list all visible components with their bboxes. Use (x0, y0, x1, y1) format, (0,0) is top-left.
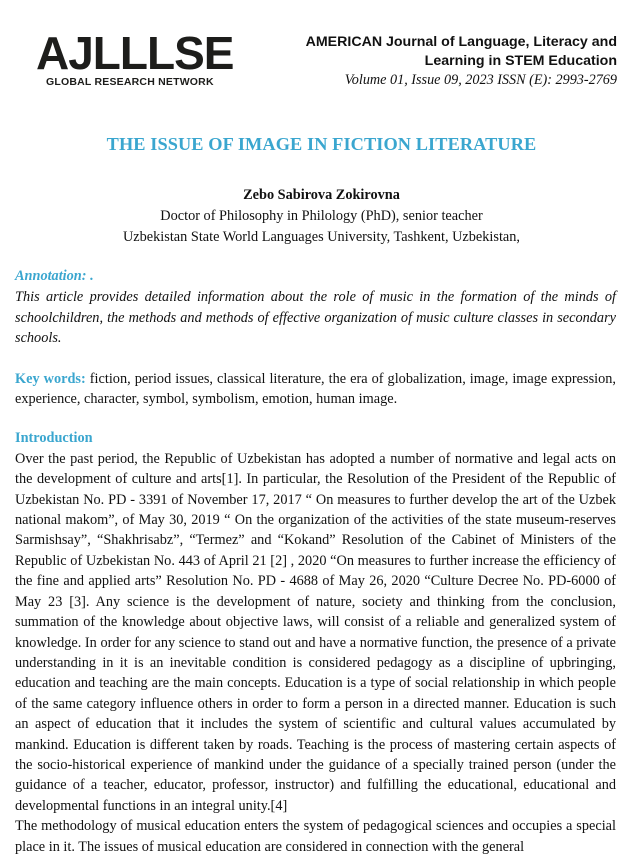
volume-issn: Volume 01, Issue 09, 2023 ISSN (E): 2993-2769 (344, 72, 617, 88)
journal-title-line2: Learning in STEM Education (424, 53, 617, 69)
logo-mark: AJLLLSE (36, 27, 234, 79)
article-title: THE ISSUE OF IMAGE IN FICTION LITERATURE (106, 134, 537, 154)
logo-subtitle: GLOBAL RESEARCH NETWORK (46, 76, 214, 88)
annotation-label: Annotation: . (15, 268, 94, 284)
journal-logo (36, 27, 236, 92)
intro-paragraph-2: The methodology of musical education enters the system of pedagogical sciences and occupies a special place in it. The issues of musical education are considered in connection with the general (15, 818, 616, 855)
introduction-heading: Introduction (15, 430, 93, 447)
annotation-text: This article provides detailed information about the role of music in the formation of the minds of schoolchildren, the methods and methods of effective organization of music culture classes in secondary schools. (15, 289, 616, 347)
author-institution: Uzbekistan State World Languages University, Tashkent, Uzbekistan, (122, 229, 520, 245)
article-body (15, 266, 616, 857)
journal-info (287, 33, 617, 90)
intro-paragraph-1: Over the past period, the Republic of Uzbekistan has adopted a number of normative and legal acts on the development of culture and arts[1]. In particular, the Resolution of the President of the Republic of Uzbekistan No. PD - 3391 of November 17, 2017 “ On measures to further develop the art of the Uzbek national makom”, of May 30, 2019 “ On the organization of the activities of the state museum-reserves Sarmishsay”, “Shakhrisabz”, “Termez” and “Kokand” Resolution of the Cabinet of Ministers of the Republic of Uzbekistan No. 443 of April 21 [2] , 2020 “On measures to further increase the efficiency of the fine and applied arts” Resolution No. PD - 4688 of May 26, 2020 “Culture Decree No. PD-6000 of May 23 [3]. Any science is the development of nature, society and thinking from the conclusion, summation of the knowledge about objective laws, will consist of a reliable and generalized system of knowledge. In order for any science to stand out and have a normative function, the presence of a private understanding in it is an inevitable condition is considered pedagogy as a discipline of upbringing, education and teaching are the main concepts. Education is a type of social relationship in which people of the same category influence others in order to form a person in a directed manner. Education is such an aspect of education that it includes the system of scientific and cultural values accumulated by mankind. Education is different taken by roads. Teaching is the process of mastering certain aspects of the socio-historical experience of mankind under the guidance of a specially trained person (under the guidance of a teacher, educator, professor, instructor) and fulfilling the educational, educational and developmental functions in an integral unity.[4] (15, 450, 616, 814)
author-degree: Doctor of Philosophy in Philology (PhD), senior teacher (160, 208, 483, 224)
keywords-label: Key words: (15, 370, 86, 387)
author-name: Zebo Sabirova Zokirovna (243, 187, 400, 203)
keywords (15, 369, 616, 410)
author-block (0, 185, 643, 248)
keywords-text: fiction, period issues, classical literature, the era of globalization, image, image expression, experience, character, symbol, symbolism, emotion, human image. (15, 370, 616, 408)
journal-title-line1: AMERICAN Journal of Language, Literacy and (305, 34, 617, 50)
page-header (0, 0, 643, 100)
